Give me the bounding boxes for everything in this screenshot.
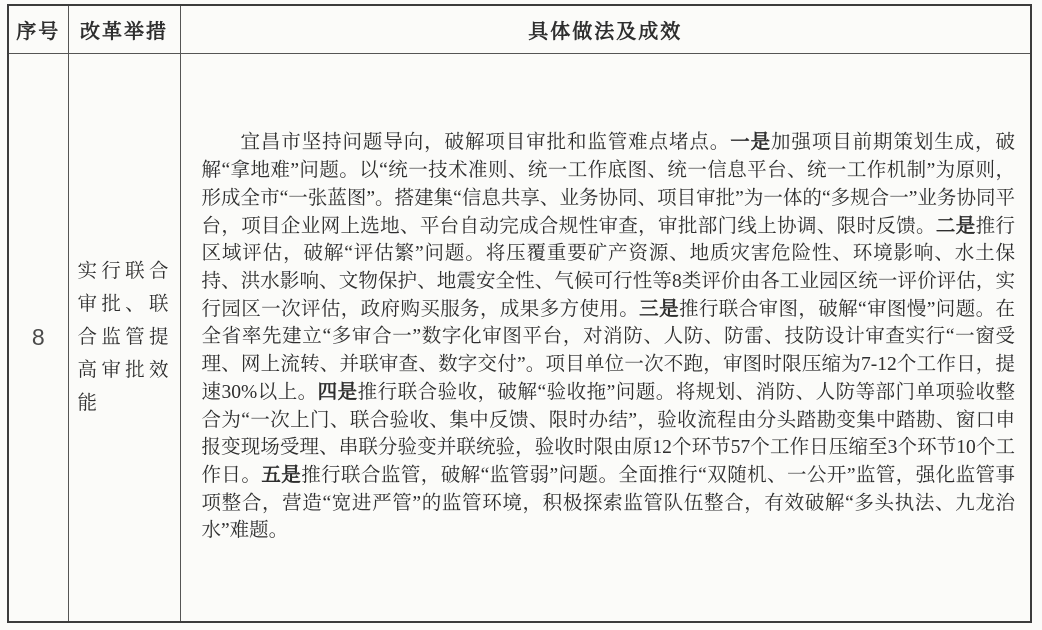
body-text-segment: 加强项目前期策划生成，破解“拿地难”问题。以“统一技术准则、统一工作底图、统一信息平台、统一工作机制”为原则，形成全市“一张蓝图”。搭建集“信息共享、业务协同、项目审批”为一体的“多规合一”业务协同平台，项目企业网上选地、平台自动完成合规性审查，审批部门线上协调、限时反馈。 xyxy=(201,132,1015,237)
body-text-segment: 推行联合审图，破解“审图慢”问题。在全省率先建立“多审合一”数字化审图平台，对消防、人防、防雷、技防设计审查实行“一窗受理、网上流转、并联审查、数字交付”。项目单位一次不跑，审图时限压缩为7-12个工作日，提速30%以上。 xyxy=(201,298,1015,403)
emphasis-marker: 一是 xyxy=(730,132,772,154)
body-text-segment: 推行联合验收，破解“验收拖”问题。将规划、消防、人防等部门单项验收整合为“一次上门、联合验收、集中反馈、限时办结”，验收流程由分头踏勘变集中踏勘、窗口申报变现场受理、串联分验变并联统验，验收时限由原12个环节57个工作日压缩至3个环节10个工作日。 xyxy=(201,381,1015,486)
reform-measure-cell xyxy=(68,53,180,622)
header-reform-measure: 改革举措 xyxy=(68,5,180,53)
emphasis-marker: 四是 xyxy=(317,381,358,403)
body-text-segment: 宜昌市坚持问题导向，破解项目审批和监管难点堵点。 xyxy=(240,132,731,154)
reform-measures-table xyxy=(7,4,1032,623)
table-header-row xyxy=(8,5,1031,53)
practices-results-cell xyxy=(180,53,1031,622)
practices-results-paragraph xyxy=(202,129,1016,545)
reform-measure-text: 实行联合审批、联合监管提高审批效能 xyxy=(77,260,171,414)
serial-number-cell: 8 xyxy=(8,53,68,622)
header-serial-number: 序号 xyxy=(8,5,68,53)
emphasis-marker: 三是 xyxy=(639,298,679,320)
table-row xyxy=(8,53,1031,622)
emphasis-marker: 五是 xyxy=(261,464,302,486)
emphasis-marker: 二是 xyxy=(935,215,976,237)
body-text-segment: 推行联合监管，破解“监管弱”问题。全面推行“双随机、一公开”监管，强化监管事项整合，营造“宽进严管”的监管环境，积极探索监管队伍整合，有效破解“多头执法、九龙治水”难题。 xyxy=(201,464,1015,542)
header-practices-results: 具体做法及成效 xyxy=(180,5,1031,53)
body-text-segment: 推行区域评估，破解“评估繁”问题。将压覆重要矿产资源、地质灾害危险性、环境影响、水土保持、洪水影响、文物保护、地震安全性、气候可行性等8类评价由各工业园区统一评价评估，实行园区一次评估，政府购买服务，成果多方使用。 xyxy=(201,215,1015,320)
